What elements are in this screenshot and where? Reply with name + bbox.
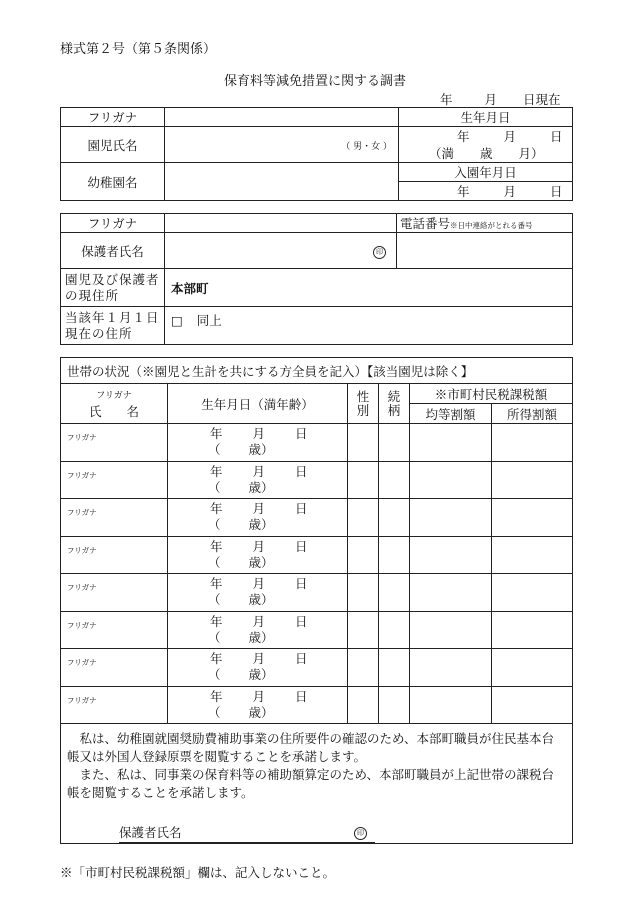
member-birth-year: 年 [210, 501, 223, 517]
child-age [399, 145, 572, 162]
member-age-open: （ [208, 554, 221, 570]
member-tax-equal [410, 649, 492, 687]
seal-icon: 印 [373, 246, 386, 259]
member-name-input[interactable] [61, 611, 168, 649]
school-input[interactable] [165, 163, 399, 201]
member-relation-input[interactable] [379, 499, 410, 537]
col-name: 氏 名 [88, 403, 139, 419]
sex-option[interactable]: （ 男・女 ） [341, 142, 392, 152]
child-furigana-label: フリガナ [61, 108, 165, 127]
member-furigana-label: フリガナ [67, 695, 97, 705]
member-relation-input[interactable] [379, 686, 410, 724]
member-birth-year: 年 [210, 426, 223, 442]
birth-year: 年 [457, 128, 470, 144]
member-tax-equal [410, 499, 492, 537]
member-sex-input[interactable] [348, 686, 379, 724]
footnote: ※「市町村民税課税額」欄は、記入しないこと。 [60, 865, 336, 880]
household-row [61, 461, 573, 499]
member-tax-income [492, 424, 573, 462]
member-birth-day: 日 [295, 651, 308, 667]
member-birth-day: 日 [295, 538, 308, 554]
admission-month: 月 [503, 184, 517, 199]
member-relation-input[interactable] [379, 461, 410, 499]
member-birth-input[interactable] [168, 611, 348, 649]
birth-day: 日 [550, 128, 563, 144]
member-birth-day: 日 [295, 463, 308, 479]
household-row [61, 686, 573, 724]
member-name-input[interactable] [61, 461, 168, 499]
member-age [168, 442, 347, 458]
member-furigana-label: フリガナ [67, 470, 97, 480]
household-row [61, 611, 573, 649]
col-tax-equal: 均等割額 [410, 404, 492, 424]
birth-date-cell[interactable] [399, 127, 573, 163]
member-name-input[interactable] [61, 649, 168, 687]
member-birth-month: 月 [252, 538, 266, 554]
member-tax-income [492, 536, 573, 574]
member-birth-date [168, 464, 347, 480]
guardian-furigana-input[interactable] [165, 214, 397, 233]
member-relation-input[interactable] [379, 649, 410, 687]
member-tax-income [492, 686, 573, 724]
member-age-years: 歳） [248, 629, 274, 645]
member-age [168, 517, 347, 533]
col-name-header [61, 384, 168, 424]
form-title: 保育料等減免措置に関する調書 [223, 74, 406, 89]
household-row [61, 574, 573, 612]
child-name-input[interactable] [165, 127, 399, 163]
form-number: 様式第２号（第５条関係） [60, 42, 217, 57]
date-current [440, 90, 561, 108]
member-tax-equal [410, 424, 492, 462]
date-month: 月 [484, 92, 498, 107]
consent-para-2: また、私は、同事業の保育料等の補助額算定のため、本部町職員が上記世帯の課税台帳を閲覧することを承諾します。 [67, 767, 555, 800]
member-birth-input[interactable] [168, 649, 348, 687]
household-row [61, 649, 573, 687]
guardian-table [60, 213, 573, 345]
member-relation-input[interactable] [379, 611, 410, 649]
col-tax-header: ※市町村民税課税額 [410, 384, 573, 404]
member-age [168, 705, 347, 721]
age-full: （満 [429, 145, 455, 161]
member-birth-month: 月 [252, 651, 266, 667]
member-tax-income [492, 499, 573, 537]
household-row [61, 499, 573, 537]
member-name-input[interactable] [61, 574, 168, 612]
member-birth-input[interactable] [168, 499, 348, 537]
col-relation-header: 続柄 [379, 384, 410, 424]
member-birth-year: 年 [210, 613, 223, 629]
member-name-input[interactable] [61, 499, 168, 537]
member-birth-year: 年 [210, 538, 223, 554]
member-age-open: （ [208, 667, 221, 683]
member-birth-month: 月 [252, 613, 266, 629]
member-birth-input[interactable] [168, 424, 348, 462]
birth-label: 生年月日 [399, 108, 573, 127]
member-age-years: 歳） [248, 704, 274, 720]
member-furigana-label: フリガナ [67, 433, 97, 442]
child-name-label: 園児氏名 [61, 127, 165, 163]
member-birth-date [168, 614, 347, 630]
member-birth-year: 年 [210, 651, 223, 667]
member-age-years: 歳） [248, 442, 274, 458]
col-sex-header: 性別 [348, 384, 379, 424]
address-label: 園児及び保護者の現住所 [61, 269, 165, 307]
member-tax-income [492, 611, 573, 649]
signature-label: 保護者氏名 [119, 825, 182, 840]
member-birth-date [168, 426, 347, 442]
member-furigana-label: フリガナ [67, 620, 97, 630]
member-age [168, 480, 347, 496]
member-age-years: 歳） [248, 554, 274, 570]
member-age-years: 歳） [248, 592, 274, 608]
school-label: 幼稚園名 [61, 163, 165, 201]
member-birth-input[interactable] [168, 536, 348, 574]
household-row [61, 424, 573, 462]
birth-date [399, 128, 572, 145]
member-birth-month: 月 [252, 426, 266, 442]
phone-label-cell [397, 214, 573, 233]
member-birth-date [168, 689, 347, 705]
member-tax-equal [410, 574, 492, 612]
col-tax-income: 所得割額 [492, 404, 573, 424]
member-tax-equal [410, 461, 492, 499]
member-birth-date [168, 576, 347, 592]
household-header: 世帯の状況（※園児と生計を共にする方全員を記入）【該当園児は除く】 [61, 358, 573, 384]
child-table [60, 107, 573, 201]
consent-cell [61, 724, 573, 844]
phone-note: ※日中連絡がとれる番号 [450, 221, 533, 230]
signature-line[interactable] [119, 824, 375, 843]
member-age-open: （ [208, 442, 221, 458]
member-birth-day: 日 [295, 501, 308, 517]
consent-signature [67, 824, 566, 843]
signature-seal-icon: 印 [354, 827, 367, 840]
member-age-open: （ [208, 629, 221, 645]
member-birth-month: 月 [252, 463, 266, 479]
same-label: 同上 [196, 313, 222, 328]
member-age-years: 歳） [248, 667, 274, 683]
consent-para-1: 私は、幼稚園就園奨励費補助事業の住所要件の確認のため、本部町職員が住民基本台帳又は外国人登録原票を閲覧することを承諾します。 [67, 731, 555, 764]
date-day: 日現在 [523, 92, 561, 107]
member-sex-input[interactable] [348, 499, 379, 537]
member-age-open: （ [208, 479, 221, 495]
member-sex-input[interactable] [348, 649, 379, 687]
household-row [61, 536, 573, 574]
member-furigana-label: フリガナ [67, 545, 97, 555]
member-birth-input[interactable] [168, 574, 348, 612]
member-birth-year: 年 [210, 576, 223, 592]
member-birth-month: 月 [252, 576, 266, 592]
phone-input[interactable] [397, 233, 573, 269]
guardian-furigana-label: フリガナ [61, 214, 165, 233]
member-birth-date [168, 651, 347, 667]
member-age-years: 歳） [248, 479, 274, 495]
member-birth-date [168, 501, 347, 517]
member-age-open: （ [208, 517, 221, 533]
member-birth-input[interactable] [168, 461, 348, 499]
member-age-open: （ [208, 592, 221, 608]
date-year: 年 [440, 92, 453, 107]
member-name-input[interactable] [61, 686, 168, 724]
member-birth-day: 日 [295, 576, 308, 592]
member-tax-income [492, 461, 573, 499]
member-tax-income [492, 649, 573, 687]
admission-day: 日 [550, 184, 563, 199]
member-furigana-label: フリガナ [67, 658, 97, 667]
member-tax-equal [410, 686, 492, 724]
member-birth-day: 日 [295, 688, 308, 704]
birth-month: 月 [503, 128, 517, 144]
member-furigana-label: フリガナ [67, 583, 97, 592]
address-input[interactable]: 本部町 [165, 269, 573, 307]
member-relation-input[interactable] [379, 536, 410, 574]
col-birth-header: 生年月日（満年齢） [168, 384, 348, 424]
member-tax-equal [410, 536, 492, 574]
member-sex-input[interactable] [348, 611, 379, 649]
admission-year: 年 [457, 184, 470, 199]
member-name-input[interactable] [61, 536, 168, 574]
admission-label: 入園年月日 [399, 163, 573, 182]
member-age [168, 667, 347, 683]
same-checkbox[interactable]: □ [171, 313, 183, 328]
member-age-years: 歳） [248, 517, 274, 533]
member-birth-day: 日 [295, 426, 308, 442]
member-birth-input[interactable] [168, 686, 348, 724]
member-age-open: （ [208, 704, 221, 720]
guardian-name-input[interactable] [165, 233, 397, 269]
member-tax-equal [410, 611, 492, 649]
member-relation-input[interactable] [379, 574, 410, 612]
phone-label: 電話番号 [400, 216, 451, 231]
member-tax-income [492, 574, 573, 612]
member-age [168, 592, 347, 608]
member-birth-month: 月 [252, 501, 266, 517]
member-age [168, 630, 347, 646]
admission-date[interactable] [399, 182, 573, 201]
jan-address-input[interactable] [165, 307, 573, 345]
household-table [60, 357, 573, 844]
member-birth-month: 月 [252, 688, 266, 704]
age-years: 歳 [480, 145, 493, 161]
guardian-name-label: 保護者氏名 [61, 233, 165, 269]
member-furigana-label: フリガナ [67, 508, 97, 517]
age-months: 月） [518, 145, 544, 161]
member-age [168, 555, 347, 571]
member-birth-year: 年 [210, 463, 223, 479]
child-furigana-input[interactable] [165, 108, 399, 127]
member-sex-input[interactable] [348, 424, 379, 462]
member-sex-input[interactable] [348, 536, 379, 574]
member-sex-input[interactable] [348, 461, 379, 499]
member-relation-input[interactable] [379, 424, 410, 462]
member-birth-day: 日 [295, 613, 308, 629]
member-sex-input[interactable] [348, 574, 379, 612]
member-birth-year: 年 [210, 688, 223, 704]
member-birth-date [168, 539, 347, 555]
col-furigana: フリガナ [96, 390, 132, 401]
member-name-input[interactable] [61, 424, 168, 462]
jan-address-label: 当該年１月１日現在の住所 [61, 307, 165, 345]
